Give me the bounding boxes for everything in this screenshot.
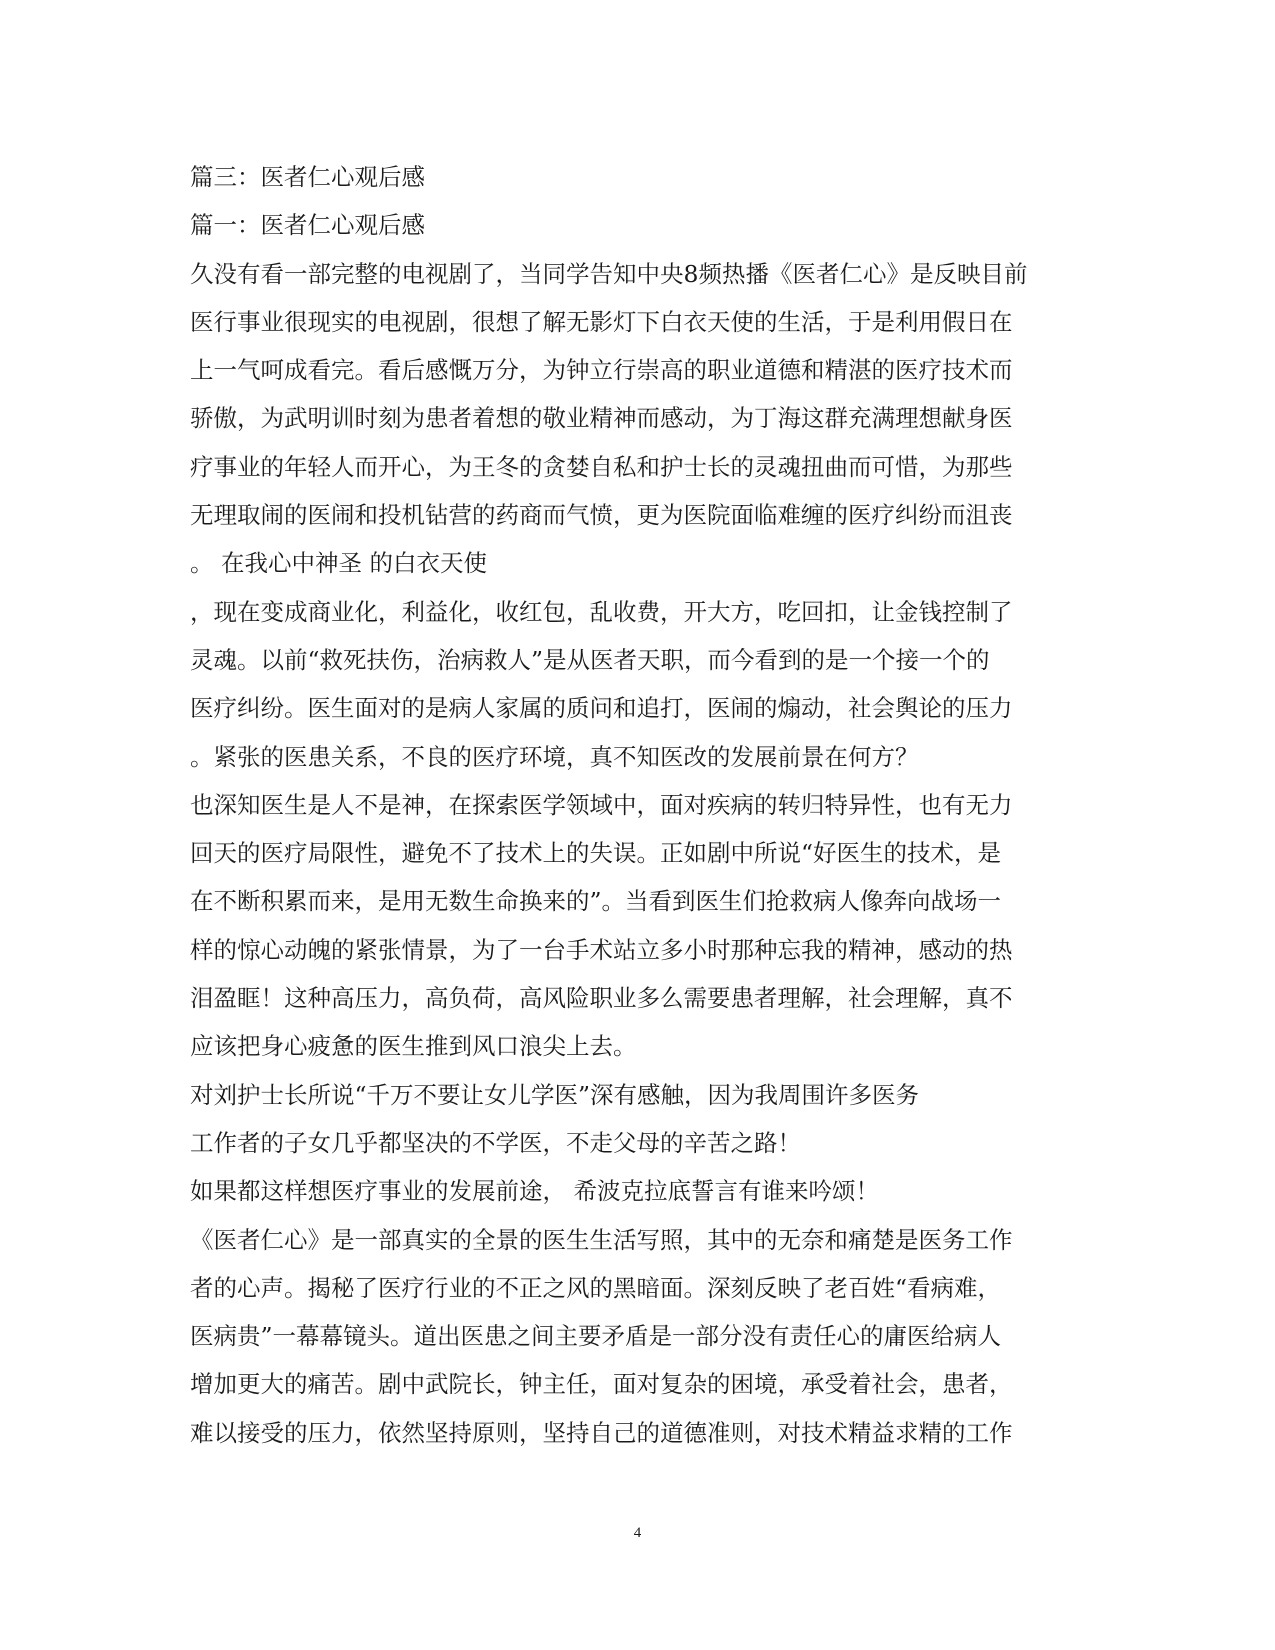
text-line: 泪盈眶！这种高压力，高负荷，高风险职业多么需要患者理解，社会理解，真不 <box>190 984 1013 1013</box>
heading-section-one: 篇一：医者仁心观后感 <box>190 211 425 240</box>
text-line: 医行事业很现实的电视剧，很想了解无影灯下白衣天使的生活，于是利用假日在 <box>190 307 1013 336</box>
text-line: 。紧张的医患关系，不良的医疗环境，真不知医改的发展前景在何方？ <box>190 742 919 771</box>
page-number: 4 <box>633 1525 642 1541</box>
text-line: 上一气呵成看完。看后感慨万分，为钟立行崇高的职业道德和精湛的医疗技术而 <box>190 356 1013 385</box>
text-line: 样的惊心动魄的紧张情景，为了一台手术站立多小时那种忘我的精神，感动的热 <box>190 935 1013 964</box>
text-line: 难以接受的压力，依然坚持原则，坚持自己的道德准则，对技术精益求精的工作 <box>190 1418 1013 1447</box>
heading-section-three: 篇三：医者仁心观后感 <box>190 163 425 191</box>
text-line: 回天的医疗局限性，避免不了技术上的失误。正如剧中所说“好医生的技术，是 <box>190 839 1002 868</box>
text-line: 无理取闹的医闹和投机钻营的药商而气愤，更为医院面临难缠的医疗纠纷而沮丧 <box>190 501 1013 530</box>
text-line: 如果都这样想医疗事业的发展前途， 希波克拉底誓言有谁来吟颂！ <box>190 1177 879 1206</box>
text-line: 《医者仁心》是一部真实的全景的医生生活写照，其中的无奈和痛楚是医务工作 <box>190 1225 1013 1254</box>
text-line: 医病贵”一幕幕镜头。道出医患之间主要矛盾是一部分没有责任心的庸医给病人 <box>190 1322 1002 1351</box>
text-line: 应该把身心疲惫的医生推到风口浪尖上去。 <box>190 1032 637 1061</box>
text-line: 疗事业的年轻人而开心，为王冬的贪婪自私和护士长的灵魂扭曲而可惜，为那些 <box>190 452 1013 481</box>
text-line: 久没有看一部完整的电视剧了，当同学告知中央8频热播《医者仁心》是反映目前 <box>190 259 1028 288</box>
text-line: 工作者的子女几乎都坚决的不学医，不走父母的辛苦之路！ <box>190 1128 801 1157</box>
text-line: 在不断积累而来，是用无数生命换来的”。当看到医生们抢救病人像奔向战场一 <box>190 887 1002 916</box>
text-line: 。 在我心中神圣 的白衣天使 <box>190 549 487 578</box>
text-line: 者的心声。揭秘了医疗行业的不正之风的黑暗面。深刻反映了老百姓“看病难， <box>190 1273 1002 1302</box>
text-line: 对刘护士长所说“千万不要让女儿学医”深有感触，因为我周围许多医务 <box>190 1080 920 1109</box>
text-line: 灵魂。以前“救死扶伤，治病救人”是从医者天职，而今看到的是一个接一个的 <box>190 645 990 674</box>
body-text <box>190 153 1080 1457</box>
text-line: 骄傲，为武明训时刻为患者着想的敬业精神而感动，为丁海这群充满理想献身医 <box>190 404 1013 433</box>
text-line: ，现在变成商业化，利益化，收红包，乱收费，开大方，吃回扣，让金钱控制了 <box>190 597 1013 626</box>
text-line: 也深知医生是人不是神，在探索医学领域中，面对疾病的转归特异性，也有无力 <box>190 790 1013 819</box>
text-line: 医疗纠纷。医生面对的是病人家属的质问和追打，医闹的煽动，社会舆论的压力 <box>190 694 1013 723</box>
text-line: 增加更大的痛苦。剧中武院长，钟主任，面对复杂的困境，承受着社会，患者， <box>190 1370 1013 1399</box>
